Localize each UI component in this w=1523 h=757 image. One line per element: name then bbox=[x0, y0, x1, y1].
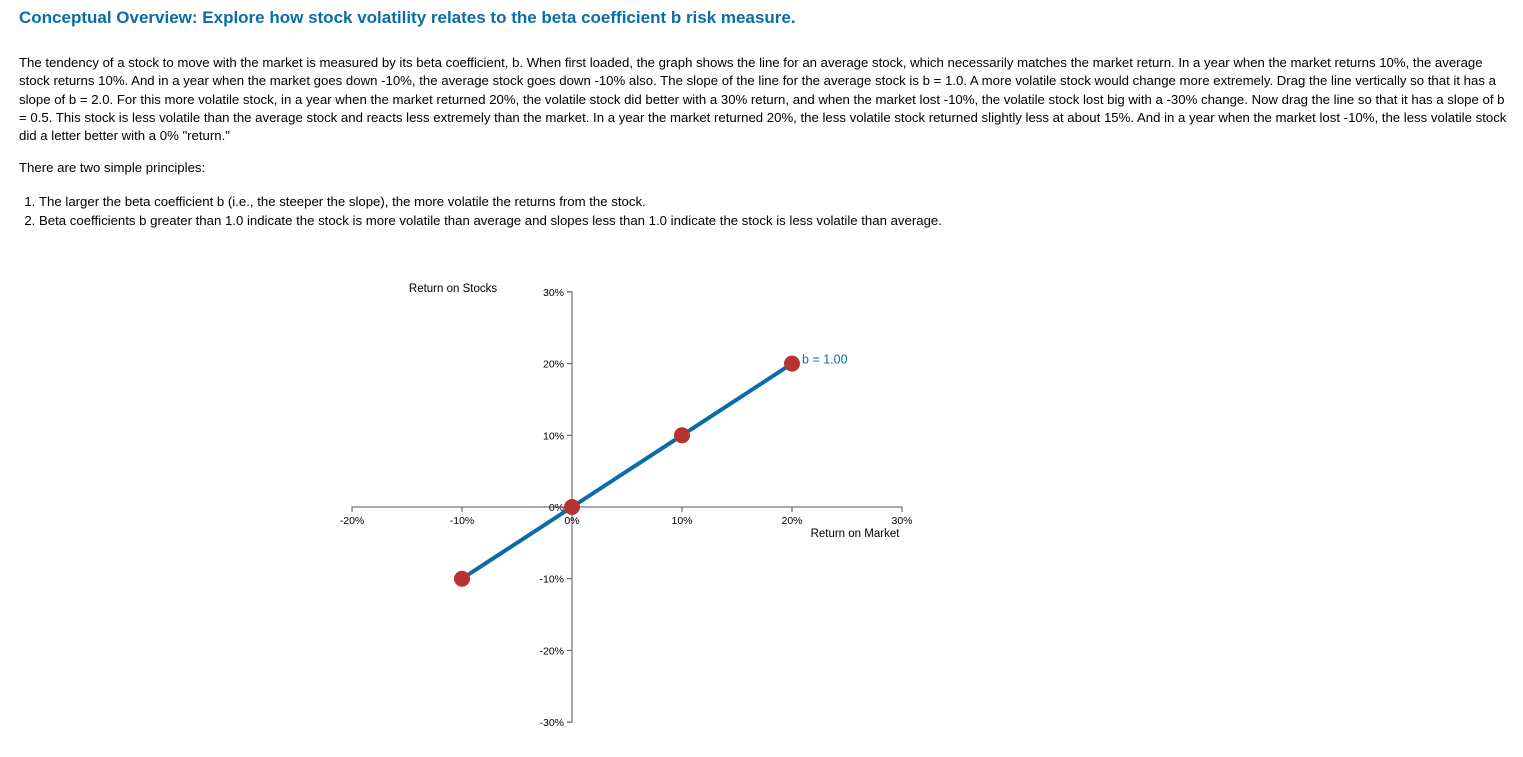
y-tick-label: 20% bbox=[542, 358, 564, 371]
data-point[interactable] bbox=[785, 356, 800, 371]
data-point[interactable] bbox=[675, 428, 690, 443]
page-title: Conceptual Overview: Explore how stock volatility relates to the beta coefficient b risk measure. bbox=[19, 8, 796, 27]
x-tick-label: 30% bbox=[891, 515, 913, 527]
series-layer[interactable] bbox=[455, 356, 803, 586]
x-tick-label: 10% bbox=[671, 515, 693, 527]
y-tick-label: -30% bbox=[539, 717, 564, 730]
x-tick-label: -10% bbox=[449, 515, 475, 527]
y-tick-label: -10% bbox=[539, 573, 564, 586]
y-tick-label: 0% bbox=[548, 502, 564, 514]
principle-item: 2. Beta coefficients b greater than 1.0 indicate the stock is more volatile than average and slopes less than 1.0 indicate the stock is less volatile than average. bbox=[39, 212, 942, 231]
x-axis-title: Return on Market bbox=[810, 528, 900, 540]
x-tick-label: -20% bbox=[339, 515, 365, 527]
x-axis bbox=[340, 507, 913, 527]
x-axis-line bbox=[352, 507, 902, 512]
y-tick-label: 10% bbox=[542, 430, 564, 443]
data-point[interactable] bbox=[455, 571, 470, 586]
data-point[interactable] bbox=[565, 500, 580, 515]
y-axis-title: Return on Stocks bbox=[408, 283, 498, 295]
x-tick-label: 20% bbox=[781, 515, 803, 527]
y-tick-label: 30% bbox=[542, 286, 564, 299]
y-tick-label: -20% bbox=[539, 645, 564, 658]
intro-paragraph: The tendency of a stock to move with the market is measured by its beta coefficient, b. When first loaded, the graph shows the line for an average stock, which necessarily matches the market return. In a year when the market returns 10%, the average stock returns 10%. And in a year when the market goes down -10%, the average stock goes down -10% also. The slope of the line for the average stock is b = 1.0. A more volatile stock would change more extremely. Drag the line vertically so that it has a slope of b = 2.0. For this more volatile stock, in a year when the market returned 20%, the volatile stock did better with a 30% return, and when the market lost -10%, the volatile stock lost big with a -30% change. Now drag the line so that it has a slope of b = 0.5. This stock is less volatile than the average stock and reacts less extremely than the market. In a year the market returned 20%, the less volatile stock returned slightly less at about 15%. And in a year when the market lost -10%, the less volatile stock did a letter better with a 0% "return." bbox=[19, 55, 1507, 144]
principle-item: 1. The larger the beta coefficient b (i.e., the steeper the slope), the more volatile the returns from the stock. bbox=[39, 193, 942, 212]
x-tick-label: 0% bbox=[564, 515, 580, 527]
principles-lead: There are two simple principles: bbox=[19, 160, 206, 175]
beta-line[interactable] bbox=[462, 364, 792, 579]
beta-label: b = 1.00 bbox=[802, 352, 848, 367]
